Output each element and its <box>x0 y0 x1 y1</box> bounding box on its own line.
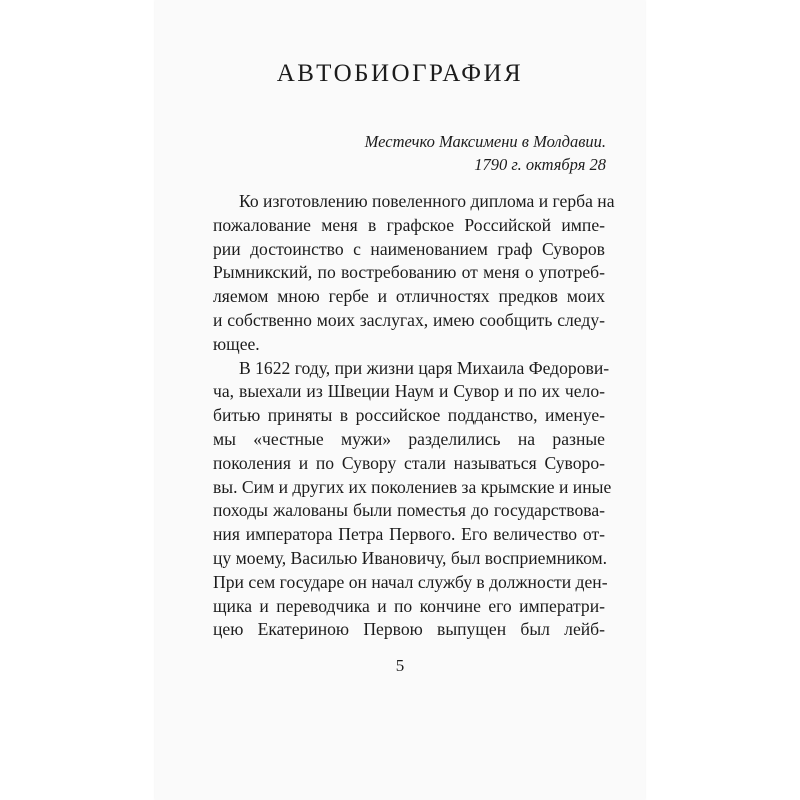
text-line: цею Екатериною Первою выпущен был лейб- <box>213 619 605 640</box>
body-text <box>213 190 615 642</box>
text-line: пожалование меня в графское Российской импе- <box>213 214 605 235</box>
text-line: битью приняты в российское подданство, именуе- <box>213 405 605 426</box>
text-line: цу моему, Василью Ивановичу, был восприемником. <box>213 547 608 568</box>
text-line: При сем государе он начал службу в должности ден- <box>213 571 608 592</box>
text-line: ния императора Петра Первого. Его величество от- <box>213 524 605 545</box>
page-title: АВТОБИОГРАФИЯ <box>276 60 524 87</box>
epigraph-place: Местечко Максимени в Молдавии. <box>364 132 606 151</box>
book-page <box>155 0 645 800</box>
text-line: Ко изготовлению повеленного диплома и герба на <box>239 191 615 211</box>
text-line: щика и переводчика и по кончине его императри- <box>213 595 605 616</box>
text-line: В 1622 году, при жизни царя Михаила Федорови- <box>239 357 610 378</box>
text-line: рии достоинство с наименованием граф Суворов <box>213 238 605 259</box>
text-line: поколения и по Сувору стали называться Суворо- <box>213 452 605 473</box>
text-line: ющее. <box>213 333 260 354</box>
epigraph <box>365 131 606 176</box>
text-line: мы «честные мужи» разделились на разные <box>213 428 605 449</box>
text-line: походы жалованы были поместья до государствова- <box>213 500 605 521</box>
paragraph-2 <box>213 357 612 643</box>
page-number: 5 <box>395 656 405 675</box>
text-line: ляемом мною гербе и отличностях предков моих <box>213 286 605 307</box>
paragraph-1 <box>213 190 615 357</box>
text-line: Рымникский, по востребованию от меня о употреб- <box>213 262 605 283</box>
text-line: вы. Сим и других их поколениев за крымские и иные <box>213 476 612 497</box>
epigraph-date: 1790 г. октября 28 <box>474 154 606 174</box>
text-line: и собственно моих заслугах, имею сообщить следу- <box>213 309 605 330</box>
text-line: ча, выехали из Швеции Наум и Сувор и по их чело- <box>213 381 605 402</box>
